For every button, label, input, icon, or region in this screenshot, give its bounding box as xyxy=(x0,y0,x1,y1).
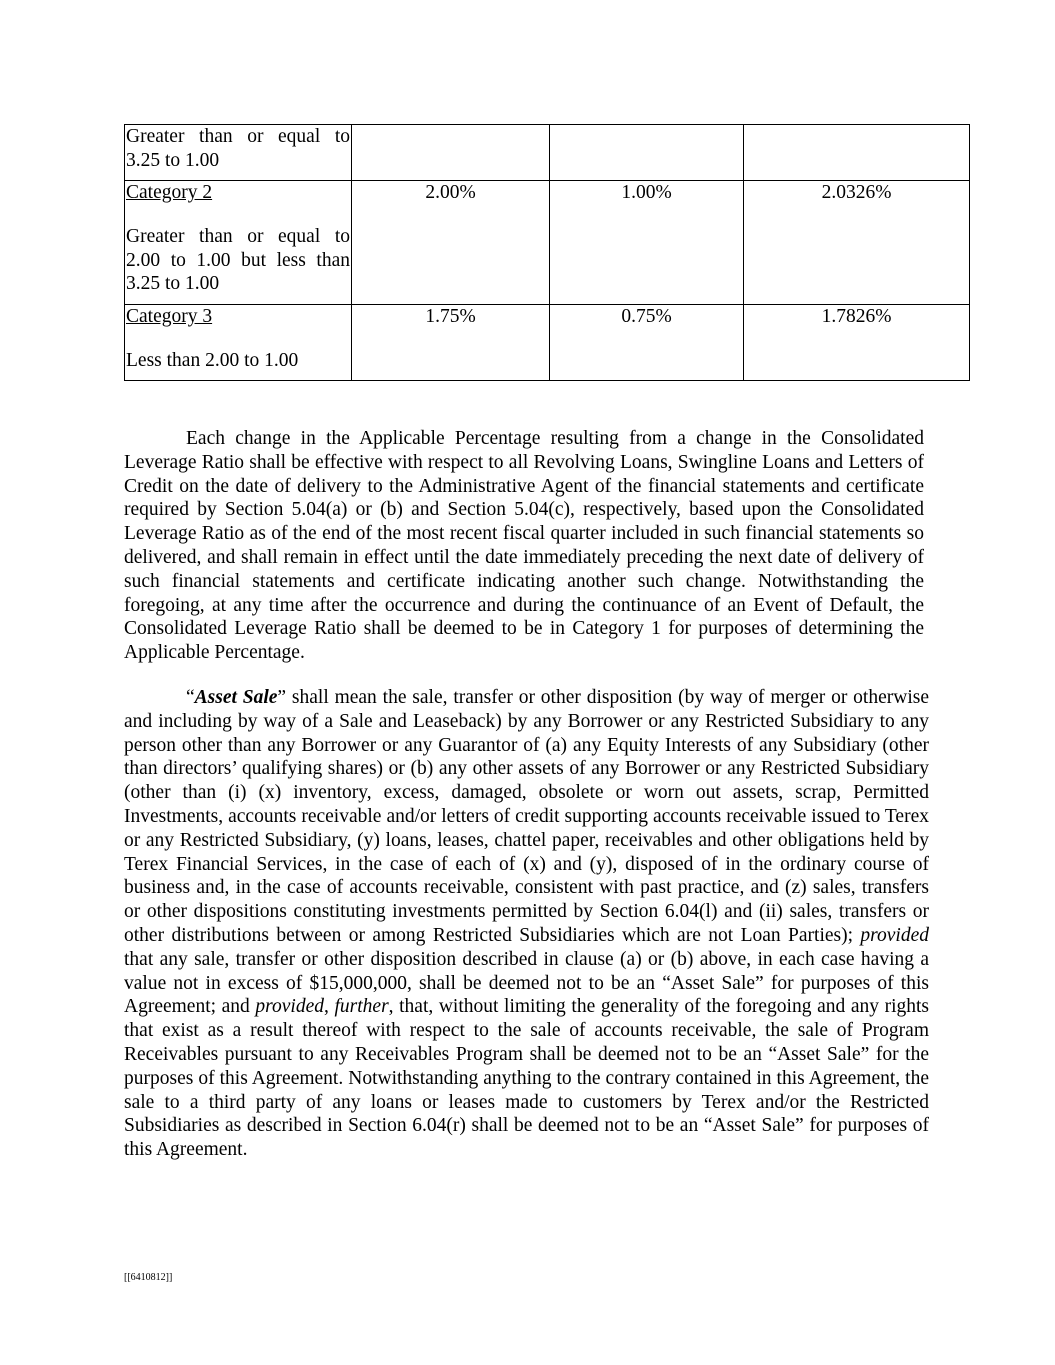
separator: , xyxy=(324,996,335,1018)
asset-sale-definition xyxy=(124,686,929,1162)
value-cell: 0.75% xyxy=(550,305,744,381)
table-row xyxy=(125,181,970,305)
value-cell xyxy=(744,125,970,181)
proviso-word: provided xyxy=(860,924,929,946)
category-description: Greater than or equal to 2.00 to 1.00 but less than 3.25 to 1.00 xyxy=(126,225,350,295)
category-cell xyxy=(125,181,352,305)
applicable-percentage-paragraph: Each change in the Applicable Percentage resulting from a change in the Consolidated Leverage Ratio shall be effective with respect to all Revolving Loans, Swingline Loans and Letters of Credit on the date of delivery to the Administrative Agent of the financial statements and certificate required by Section 5.04(a) or (b) and Section 5.04(c), respectively, based upon the Consolidated Leverage Ratio as of the end of the most recent fiscal quarter included in such financial statements so delivered, and shall remain in effect until the date immediately preceding the next date of delivery of such financial statements and certificate indicating another such change. Notwithstanding the foregoing, at any time after the occurrence and during the continuance of an Event of Default, the Consolidated Leverage Ratio shall be deemed to be in Category 1 for purposes of determining the Applicable Percentage. xyxy=(124,428,924,664)
value-cell xyxy=(550,125,744,181)
value-cell: 2.0326% xyxy=(744,181,970,305)
value-cell: 1.75% xyxy=(352,305,550,381)
value-cell: 2.00% xyxy=(352,181,550,305)
definition-text: that any sale, transfer or other disposition described in clause (a) or (b) above, in each case having a value not in excess of $15,000,000, shall be deemed not to be an “Asset Sale” for purposes of this Agreement; and xyxy=(124,948,929,1018)
category-cell xyxy=(125,125,352,181)
value-cell: 1.7826% xyxy=(744,305,970,381)
category-description: Greater than or equal to 3.25 to 1.00 xyxy=(126,126,350,171)
category-description: Less than 2.00 to 1.00 xyxy=(126,349,299,371)
document-id-footer: [[6410812]] xyxy=(124,1272,173,1283)
definition-text: , that, without limiting the generality of the foregoing and any rights that exist as a result thereof with respect to the sale of accounts receivable, the sale of Program Receivables pursuant to any Receivables Program shall be deemed not to be an “Asset Sale” for the purposes of this Agreement. Notwithstanding anything to the contrary contained in this Agreement, the sale to a third party of any loans or leases made to customers by Terex and/or the Restricted Subsidiaries as described in Section 6.04(r) shall be deemed not to be an “Asset Sale” for purposes of this Agreement. xyxy=(124,996,929,1161)
proviso-word: provided xyxy=(255,996,324,1018)
definition-text: ” shall mean the sale, transfer or other disposition (by way of merger or otherwise and including by way of a Sale and Leaseback) by any Borrower or any Restricted Subsidiary to any person other than any Borrower or any Guarantor of (a) any Equity Interests of any Subsidiary (other than directors’ qualifying shares) or (b) any other assets of any Borrower or any Restricted Subsidiary (other than (i) (x) inventory, excess, damaged, obsolete or worn out assets, scrap, Permitted Investments, accounts receivable and/or letters of credit supporting accounts receivable issued to Terex or any Restricted Subsidiary, (y) loans, leases, chattel paper, receivables and other obligations held by Terex Financial Services, in the case of each of (x) and (y), disposed of in the ordinary course of business and, in the case of accounts receivable, consistent with past practice, and (z) sales, transfers or other dispositions constituting investments permitted by Section 6.04(l) and (ii) sales, transfers or other distributions between or among Restricted Subsidiaries which are not Loan Parties); xyxy=(124,687,929,946)
category-cell xyxy=(125,305,352,381)
open-quote: “ xyxy=(186,687,195,708)
value-cell xyxy=(352,125,550,181)
category-label: Category 3 xyxy=(126,306,213,327)
value-cell: 1.00% xyxy=(550,181,744,305)
table-row xyxy=(125,305,970,381)
category-label: Category 2 xyxy=(126,182,213,203)
defined-term: Asset Sale xyxy=(194,687,278,708)
table-row xyxy=(125,125,970,181)
applicable-percentage-table xyxy=(124,124,970,381)
proviso-word: further xyxy=(334,996,389,1018)
